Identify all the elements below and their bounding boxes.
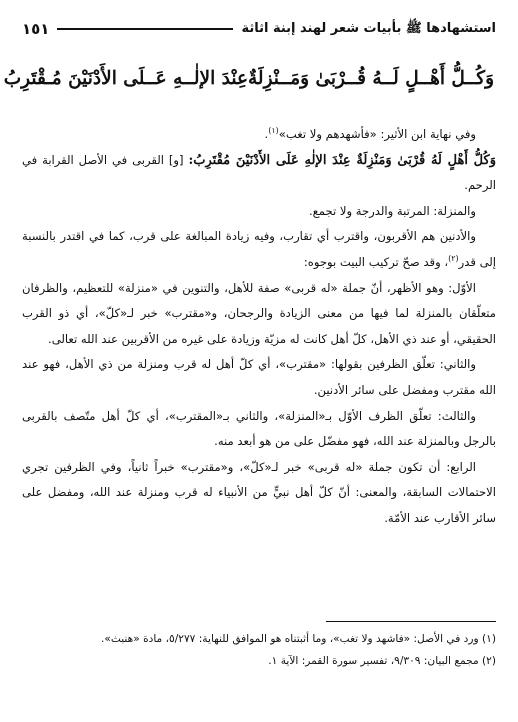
footnote-separator	[326, 621, 496, 622]
paragraph-second-reading: والثاني: تعلّق الظرفين بقولها: «مقترب»، أي كلّ أهل له قرب ومنزلة من ذي الأهل، فهو عند الله مقترب ومفضل على سائر الأدنين.	[22, 357, 496, 397]
poem-verse	[3, 58, 494, 98]
footnotes	[22, 628, 496, 672]
paragraph-manzila: والمنزلة: المرتبة والدرجة ولا تجمع.	[308, 203, 476, 218]
footnote-number: (١)	[482, 633, 496, 645]
page-number: ١٥١	[22, 20, 50, 38]
main-text	[22, 122, 496, 532]
footnote-number: (٢)	[482, 655, 496, 667]
paragraph-text: ، وقد صحّ تركيب البيت بوجوه:	[303, 254, 449, 269]
paragraph-ibn-athir	[22, 122, 496, 148]
paragraph-text: [و] القربى في الأصل القرابة في الرحم.	[22, 152, 496, 193]
paragraph-fourth-reading: الرابع: أن تكون جملة «له قربى» خبر لـ«كلّ»، و«مقترب» خبراً ثانياً، وفي الظرفين تجري الاحتمالات السابقة، والمعنى: أنّ كلّ أهل نبيٍّ من الأنبياء له قرب ومنزلة عند الله، ومفضل على سائر الأقارب عند الأمّة.	[22, 459, 496, 525]
paragraph-text: والأدنين هم الأقربون، واقترب أي تقارب، وفيه زيادة المبالغة على قرب، كما في اقتدر بالنسبة إلى قدر	[22, 229, 496, 269]
footnote-text: مجمع البيان: ٩/٣٠٩، تفسير سورة القمر: الآية ١.	[268, 655, 479, 667]
verse-first-hemistich: وَكُــلُّ أَهْــلٍ لَــهُ قُــرْبَىٰ وَمَــنْزِلَةٌ	[248, 67, 494, 89]
header-rule	[57, 28, 233, 30]
running-header	[22, 14, 496, 44]
footnote-text: ورد في الأصل: «فاشهد ولا تغب»، وما أثبتناه هو الموافق للنهاية: ٥/٢٧٧، مادة «هنبث».	[100, 633, 479, 645]
paragraph-text: وفي نهاية ابن الأثير: «فأشهدهم ولا تغب»	[278, 127, 476, 141]
paragraph-first-reading: الأوّل: وهو الأظهر، أنّ جملة «له قربى» صفة للأهل، والتنوين في «منزلة» للتعظيم، والظرفان متعلّقان بالمنزلة لما فيها من معنى الزيادة والرجحان، و«مقترب» خبر لـ«كلّ»، أي ذو القرب الحقيقي، أو عند ذي الأهل، كلّ أهل كانت له مزيّة وزيادة على غيره من الأقربين عند الله تعالى.	[22, 280, 496, 346]
footnote-ref: (١)	[268, 126, 279, 136]
paragraph-text: .	[264, 127, 269, 141]
running-title: استشهادها ﷺ بأبيات شعر لهند إبنة اثاثة	[241, 20, 496, 36]
paragraph-adnayn	[22, 224, 496, 275]
footnote-item	[22, 650, 496, 672]
quoted-verse: وَكُلُّ أَهْلٍ لَهُ قُرْبَىٰ وَمَنْزِلَةٌ عِنْدَ الإلٰهِ عَلَى الأَدْنَيْنَ مُقْتَرِبُ:	[188, 152, 496, 168]
paragraph-third-reading: والثالث: تعلّق الظرف الأوّل بـ«المنزلة»، والثاني بـ«المقترب»، أي كلّ أهل متّصف بالقربى بالرجل وبالمنزلة عند الله، فهو مفضّل على من هو أبعد منه.	[22, 408, 496, 449]
verse-second-hemistich: عِنْدَ الإلٰــهِ عَــلَى الأَدْنَيْنَ مُـقْتَرِبُ	[3, 67, 249, 89]
footnote-item	[22, 628, 496, 650]
paragraph-verse-gloss	[22, 148, 496, 199]
footnote-ref: (٢)	[448, 254, 459, 264]
